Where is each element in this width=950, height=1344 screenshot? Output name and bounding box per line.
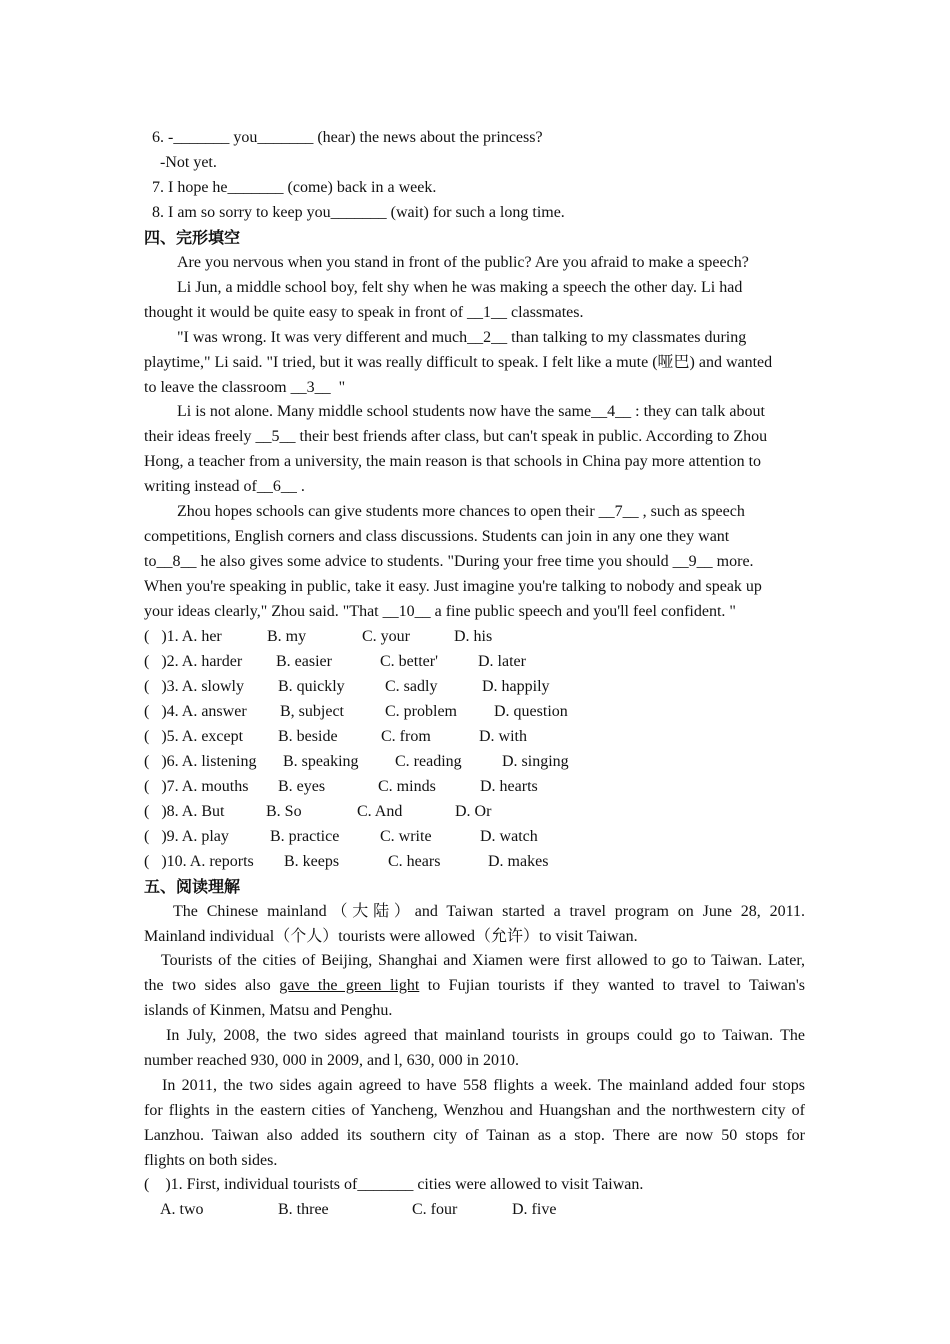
cloze-line-15: your ideas clearly," Zhou said. "That __10__ a fine public speech and you'll feel confident. " bbox=[144, 603, 736, 620]
option-a: ( )1. A. her bbox=[144, 628, 222, 645]
option-c: C. sadly bbox=[385, 678, 438, 695]
reading-para-1-line-2: Mainland individual（个人）tourists were allowed（允许）to visit Taiwan. bbox=[144, 928, 638, 945]
option-d: D. hearts bbox=[480, 778, 538, 795]
option-b: B. speaking bbox=[283, 753, 359, 770]
cloze-line-1: Are you nervous when you stand in front of the public? Are you afraid to make a speech? bbox=[177, 254, 749, 271]
option-a: ( )9. A. play bbox=[144, 828, 229, 845]
reading-para-4-line-4: flights on both sides. bbox=[144, 1152, 278, 1169]
option-d: D. makes bbox=[488, 853, 549, 870]
cloze-line-2: Li Jun, a middle school boy, felt shy when he was making a speech the other day. Li had bbox=[177, 279, 743, 296]
option-b: B. practice bbox=[270, 828, 340, 845]
question-7: 7. I hope he_______ (come) back in a week. bbox=[152, 179, 437, 196]
option-c: C. hears bbox=[388, 853, 441, 870]
option-b: B. my bbox=[267, 628, 307, 645]
option-b: B, subject bbox=[280, 703, 344, 720]
reading-para-3-line-2: number reached 930, 000 in 2009, and l, 630, 000 in 2010. bbox=[144, 1052, 520, 1069]
option-d: D. five bbox=[512, 1201, 557, 1218]
reading-para-4-line-2: for flights in the eastern cities of Yancheng, Wenzhou and Huangshan and the northwestern city of bbox=[144, 1102, 805, 1119]
option-a: ( )6. A. listening bbox=[144, 753, 257, 770]
cloze-line-9: Hong, a teacher from a university, the main reason is that schools in China pay more attention to bbox=[144, 453, 762, 470]
reading-para-4-line-3: Lanzhou. Taiwan also added its southern city of Tainan as a stop. There are now 50 stops for bbox=[144, 1127, 805, 1144]
text-segment: to Fujian tourists if they wanted to travel to Taiwan's bbox=[419, 977, 806, 994]
option-b: B. quickly bbox=[278, 678, 345, 695]
option-c: C. problem bbox=[385, 703, 457, 720]
cloze-line-6: to leave the classroom __3__ " bbox=[144, 379, 346, 396]
option-a: ( )3. A. slowly bbox=[144, 678, 244, 695]
reading-para-2-line-2 bbox=[144, 976, 805, 996]
option-b: B. eyes bbox=[278, 778, 326, 795]
reading-question-1: ( )1. First, individual tourists of_______ cities were allowed to visit Taiwan. bbox=[144, 1176, 644, 1193]
option-d: D. singing bbox=[502, 753, 569, 770]
cloze-line-7: Li is not alone. Many middle school students now have the same__4__ : they can talk about bbox=[177, 403, 765, 420]
option-a: ( )4. A. answer bbox=[144, 703, 247, 720]
option-c: C. And bbox=[357, 803, 403, 820]
option-c: C. reading bbox=[395, 753, 462, 770]
option-c: C. four bbox=[412, 1201, 458, 1218]
option-d: D. question bbox=[494, 703, 568, 720]
option-c: C. your bbox=[362, 628, 410, 645]
section-4-heading: 四、完形填空 bbox=[144, 228, 241, 247]
option-a: ( )10. A. reports bbox=[144, 853, 254, 870]
option-b: B. So bbox=[266, 803, 302, 820]
question-8: 8. I am so sorry to keep you_______ (wait) for such a long time. bbox=[152, 204, 565, 221]
cloze-line-5: playtime," Li said. "I tried, but it was really difficult to speak. I felt like a mute (哑巴) and wanted bbox=[144, 354, 773, 371]
cloze-line-4: "I was wrong. It was very different and much__2__ than talking to my classmates during bbox=[177, 329, 747, 346]
section-5-heading: 五、阅读理解 bbox=[144, 877, 241, 896]
option-c: C. from bbox=[381, 728, 431, 745]
cloze-line-11: Zhou hopes schools can give students more chances to open their __7__ , such as speech bbox=[177, 503, 745, 520]
option-a: ( )5. A. except bbox=[144, 728, 244, 745]
option-a: ( )8. A. But bbox=[144, 803, 225, 820]
cloze-line-12: competitions, English corners and class discussions. Students can join in any one they want bbox=[144, 528, 730, 545]
option-d: D. Or bbox=[455, 803, 492, 820]
option-b: B. beside bbox=[278, 728, 338, 745]
option-a: ( )7. A. mouths bbox=[144, 778, 249, 795]
cloze-line-13: to__8__ he also gives some advice to students. "During your free time you should __9__ more. bbox=[144, 553, 754, 570]
option-a: A. two bbox=[160, 1201, 204, 1218]
option-d: D. watch bbox=[480, 828, 538, 845]
cloze-line-3: thought it would be quite easy to speak in front of __1__ classmates. bbox=[144, 304, 584, 321]
option-b: B. easier bbox=[276, 653, 332, 670]
option-d: D. happily bbox=[482, 678, 550, 695]
cloze-line-8: their ideas freely __5__ their best friends after class, but can't speak in public. According to Zhou bbox=[144, 428, 768, 445]
option-d: D. later bbox=[478, 653, 526, 670]
option-d: D. his bbox=[454, 628, 493, 645]
option-b: B. keeps bbox=[284, 853, 340, 870]
question-6: 6. -_______ you_______ (hear) the news about the princess? bbox=[152, 129, 543, 146]
option-c: C. minds bbox=[378, 778, 436, 795]
option-c: C. better' bbox=[380, 653, 438, 670]
option-d: D. with bbox=[479, 728, 527, 745]
reading-para-2-line-3: islands of Kinmen, Matsu and Penghu. bbox=[144, 1002, 393, 1019]
reading-para-1-line-1: The Chinese mainland（大陆）and Taiwan started a travel program on June 28, 2011. bbox=[173, 903, 805, 920]
reading-para-3-line-1: In July, 2008, the two sides agreed that mainland tourists in groups could go to Taiwan. The bbox=[166, 1027, 805, 1044]
text-segment: the two sides also bbox=[144, 977, 280, 994]
option-a: ( )2. A. harder bbox=[144, 653, 243, 670]
underlined-phrase: gave the green light bbox=[279, 977, 420, 994]
reading-para-2-line-1: Tourists of the cities of Beijing, Shanghai and Xiamen were first allowed to go to Taiwan. Later, bbox=[161, 952, 805, 969]
reading-para-4-line-1: In 2011, the two sides again agreed to have 558 flights a week. The mainland added four stops bbox=[162, 1077, 805, 1094]
question-6-reply: -Not yet. bbox=[160, 154, 217, 171]
option-b: B. three bbox=[278, 1201, 329, 1218]
cloze-line-10: writing instead of__6__ . bbox=[144, 478, 305, 495]
cloze-line-14: When you're speaking in public, take it easy. Just imagine you're talking to nobody and speak up bbox=[144, 578, 762, 595]
option-c: C. write bbox=[380, 828, 432, 845]
